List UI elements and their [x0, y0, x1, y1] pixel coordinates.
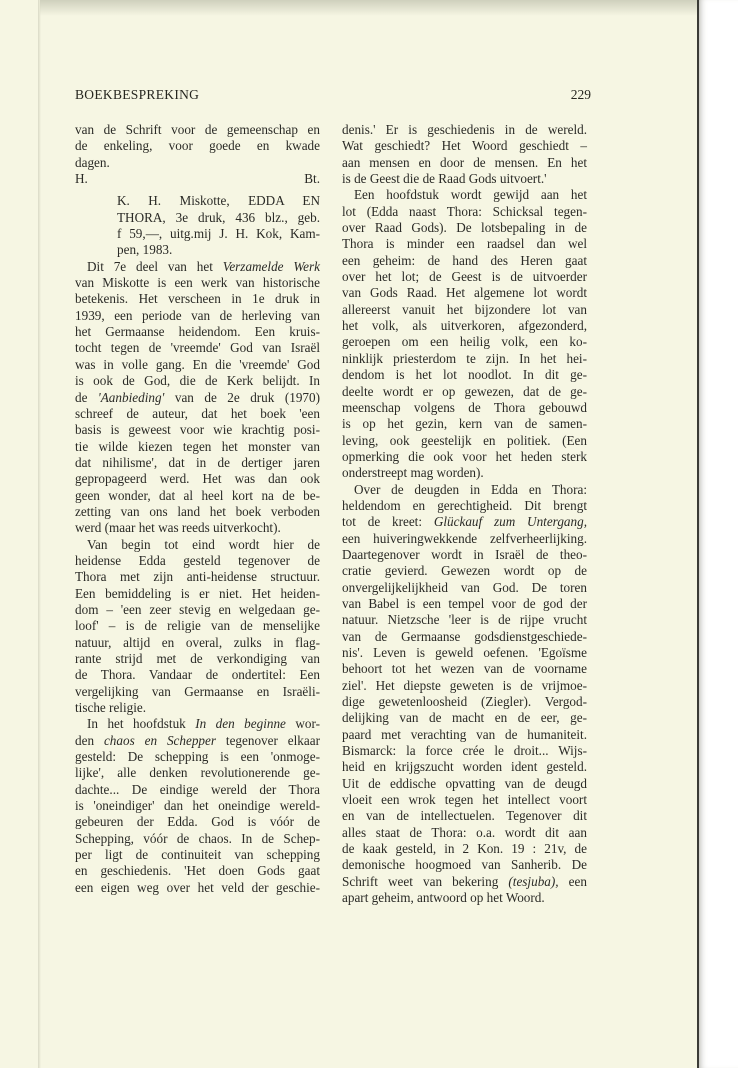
text-line: gesteld: De schepping is een 'onmoge- — [75, 749, 320, 765]
text-line: meenschap volgens de Thora gebouwd — [342, 399, 587, 415]
page-left-edge — [38, 0, 41, 1068]
text-line: dige gewetenloosheid (Ziegler). Vergod- — [342, 694, 587, 710]
running-head: BOEKBESPREKING — [75, 87, 200, 102]
text-line: Schrift weet van bekering (tesjuba), een — [342, 873, 587, 889]
text-line: schreef de auteur, dat het boek 'een — [75, 405, 320, 421]
text-line: aan mensen en door de mensen. En het — [342, 154, 587, 170]
text-line: is de Geest die de Raad Gods uitvoert.' — [342, 171, 547, 187]
text-line: In het hoofdstuk In den beginne wor- — [87, 716, 320, 732]
text-line: Thora met zijn anti-heidense structuur. — [75, 569, 320, 585]
text-line: het volk, als uitverkoren, afgezonderd, — [342, 318, 587, 334]
right-column — [342, 122, 587, 907]
text-line: dat nihilisme', dat in de dertiger jaren — [75, 454, 320, 470]
text-line: de enkeling, voor goede en kwade — [75, 138, 320, 154]
review-closing-paragraph — [75, 122, 320, 171]
text-line: gebeuren der Edda. God is vóór de — [75, 814, 320, 830]
text-line: geroepen om een heilig volk, een ko- — [342, 334, 587, 350]
page-header — [75, 87, 591, 107]
text-line: denis.' Er is geschiedenis in de wereld. — [342, 122, 587, 137]
text-line: Wat geschiedt? Het Woord geschiedt – — [342, 138, 587, 154]
text-line: betekenis. Het verscheen in 1e druk in — [75, 291, 320, 307]
text-line: van de Schrift voor de gemeenschap en — [75, 122, 320, 137]
text-line: de kaak gesteld, in 2 Kon. 19 : 21v, de — [342, 841, 587, 857]
text-line: rante strijd met de verkondiging van — [75, 651, 320, 666]
text-line: van Gods Raad. Het algemene lot wordt — [342, 285, 587, 301]
text-line: tische religie. — [75, 700, 147, 716]
text-line: heidense Edda gesteld tegenover de — [75, 552, 320, 568]
text-line: lot (Edda naast Thora: Schicksal tegen- — [342, 203, 587, 219]
citation-line: f 59,—, uitg.mij J. H. Kok, Kam- — [117, 226, 320, 242]
text-line: behoort tot het wezen van de voorname — [342, 661, 587, 677]
text-line: Een hoofdstuk wordt gewijd aan het — [354, 187, 587, 203]
text-line: apart geheim, antwoord op het Woord. — [342, 890, 545, 906]
reviewer-signature — [75, 171, 320, 187]
text-line: Een bemiddeling is er niet. Het heiden- — [75, 585, 320, 601]
text-line: het Germaanse heidendom. Een kruis- — [75, 324, 320, 340]
text-line: dendom is het lot noodlot. In dit ge- — [342, 367, 587, 383]
italic-term: (tesjuba), — [508, 873, 559, 889]
text-line: demonische hoogmoed van Sanherib. De — [342, 857, 587, 873]
text-line: een huiveringwekkende zelfverheerlijking. — [342, 530, 587, 546]
paragraph — [342, 187, 587, 481]
text-line: ninklijk priesterdom te zijn. In het hei- — [342, 350, 587, 366]
signature-initial-right: Bt. — [304, 171, 320, 187]
text-line: basis is geweest voor wie krachtig posi- — [75, 422, 320, 438]
text-line: Uit de eddische opvatting van de deugd — [342, 775, 587, 791]
page-top-shadow — [40, 0, 700, 16]
text-line: dagen. — [75, 154, 110, 170]
text-line: werd (maar het was reeds uitverkocht). — [75, 520, 281, 536]
text-line: is op het gezin, kern van de samen- — [342, 416, 587, 432]
text-line: natuur, altijd en overal, zulks in flag- — [75, 634, 320, 650]
text-line: is 'oneindiger' dan het oneindige wereld- — [75, 798, 320, 814]
text-line: lijke', alle denken revolutionerende ge- — [75, 765, 320, 781]
italic-title: 'Aanbieding' — [97, 389, 165, 405]
text-line: Schepping, vóór de chaos. In de Schep- — [75, 830, 320, 846]
italic-quote: Glückauf zum Untergang, — [433, 514, 587, 530]
text-line: gepropageerd werd. Het was dan ook — [75, 471, 320, 487]
text-line: alles staat de Thora: o.a. wordt dit aan — [342, 824, 587, 840]
text-line: een eigen weg over het veld der geschie- — [75, 879, 320, 895]
text-line: de 'Aanbieding' van de 2e druk (1970) — [75, 389, 320, 405]
text-line: een geheim: de hand des Heren gaat — [342, 252, 587, 268]
text-line: dom – 'een zeer stevig en welgedaan ge- — [75, 601, 320, 617]
text-line: Van begin tot eind wordt hier de — [87, 536, 320, 552]
text-line: Thora is minder een raadsel dan wel — [342, 236, 587, 252]
text-line: over Raad Gods). De lotsbepaling in de — [342, 220, 587, 236]
text-line: dachte... De eindige wereld der Thora — [75, 781, 320, 797]
citation-line: pen, 1983. — [117, 242, 173, 258]
text-line: loof' – is de religie van de menselijke — [75, 618, 320, 634]
page-number: 229 — [570, 87, 591, 102]
page-right-edge — [697, 0, 738, 1068]
text-line: en van de intellectuelen. Tegenover dit — [342, 808, 587, 824]
text-line: heldendom en gerechtigheid. Dit brengt — [342, 497, 587, 513]
text-line: deelte wordt er op gewezen, dat de ge- — [342, 383, 587, 399]
text-line: vloeit een wrok tegen het intellect voort — [342, 792, 587, 808]
text-line: geen wonder, dat al heel kort na de be- — [75, 487, 320, 503]
text-line: ziel'. Het diepste geweten is de vrijmoe- — [342, 677, 587, 693]
text-line: cratie gevierd. Gewezen wordt op de — [342, 563, 587, 579]
text-line: heid en krijgszucht worden ident gesteld. — [342, 759, 587, 775]
text-line: delijking van de macht en de eer, ge- — [342, 710, 587, 726]
text-line: was in volle gang. En die 'vreemde' God — [75, 356, 320, 372]
text-line: per ligt de continuiteit van schepping — [75, 847, 320, 863]
text-line: is ook de God, die de Kerk belijdt. In — [75, 373, 320, 389]
paragraph — [342, 482, 587, 907]
text-line: tie wilde kiezen tegen het monster van — [75, 438, 320, 454]
text-line: natuur. Nietzsche 'leer is de rijpe vrucht — [342, 612, 587, 628]
text-line: tot de kreet: Glückauf zum Untergang, — [342, 514, 587, 530]
text-line: over het lot; de Geest is de uitvoerder — [342, 269, 587, 285]
paragraph — [342, 122, 587, 187]
citation-line: K. H. Miskotte, EDDA EN — [117, 193, 320, 209]
text-line: 1939, een periode van de herleving van — [75, 307, 320, 323]
text-line: van Babel is een tempel voor de god der — [342, 595, 587, 611]
text-line: paard met verachting van de humaniteit. — [342, 726, 587, 742]
left-column — [75, 122, 320, 896]
text-line: en geschiedenis. 'Het doen Gods gaat — [75, 863, 320, 879]
text-line: den chaos en Schepper tegenover elkaar — [75, 732, 321, 748]
text-line: van Miskotte is een werk van historische — [75, 275, 320, 291]
italic-title: Verzamelde Werk — [222, 258, 320, 274]
text-line: onderstreept mag worden). — [342, 465, 484, 481]
paragraph — [75, 537, 320, 717]
paragraph — [75, 259, 320, 537]
text-line: zetting van ons land het boek verboden — [75, 503, 320, 519]
text-line: van de Germaanse godsdienstgeschiede- — [342, 628, 587, 644]
text-line: Daartegenover wordt in Israël de theo- — [342, 546, 587, 562]
signature-initial-left: H. — [75, 171, 88, 187]
text-line: Over de deugden in Edda en Thora: — [354, 481, 587, 497]
italic-phrase: chaos en Schepper — [103, 732, 217, 748]
paragraph — [75, 716, 320, 896]
text-line: nis'. Leven is geweld oefenen. 'Egoïsme — [342, 645, 587, 660]
text-line: opmerking die ook voor het heden sterk — [342, 448, 587, 464]
text-line: tocht tegen de 'vreemde' God van Israël — [75, 340, 320, 356]
text-line: leving, ook geestelijk en politiek. (Een — [342, 432, 587, 448]
italic-title: In den beginne — [195, 716, 286, 732]
text-line: Bismarck: la force crée le droit... Wijs- — [342, 743, 587, 759]
text-line: vergelijking van Germaanse en Israëli- — [75, 683, 320, 699]
book-citation — [75, 193, 320, 258]
text-line: Dit 7e deel van het Verzamelde Werk — [87, 258, 320, 274]
text-line: de Thora. Vandaar de ondertitel: Een — [75, 667, 320, 683]
citation-line: THORA, 3e druk, 436 blz., geb. — [117, 209, 320, 225]
text-line: onvergelijkelijkheid van God. De toren — [342, 579, 587, 595]
text-line: allereerst vanuit het bijzondere lot van — [342, 301, 587, 317]
